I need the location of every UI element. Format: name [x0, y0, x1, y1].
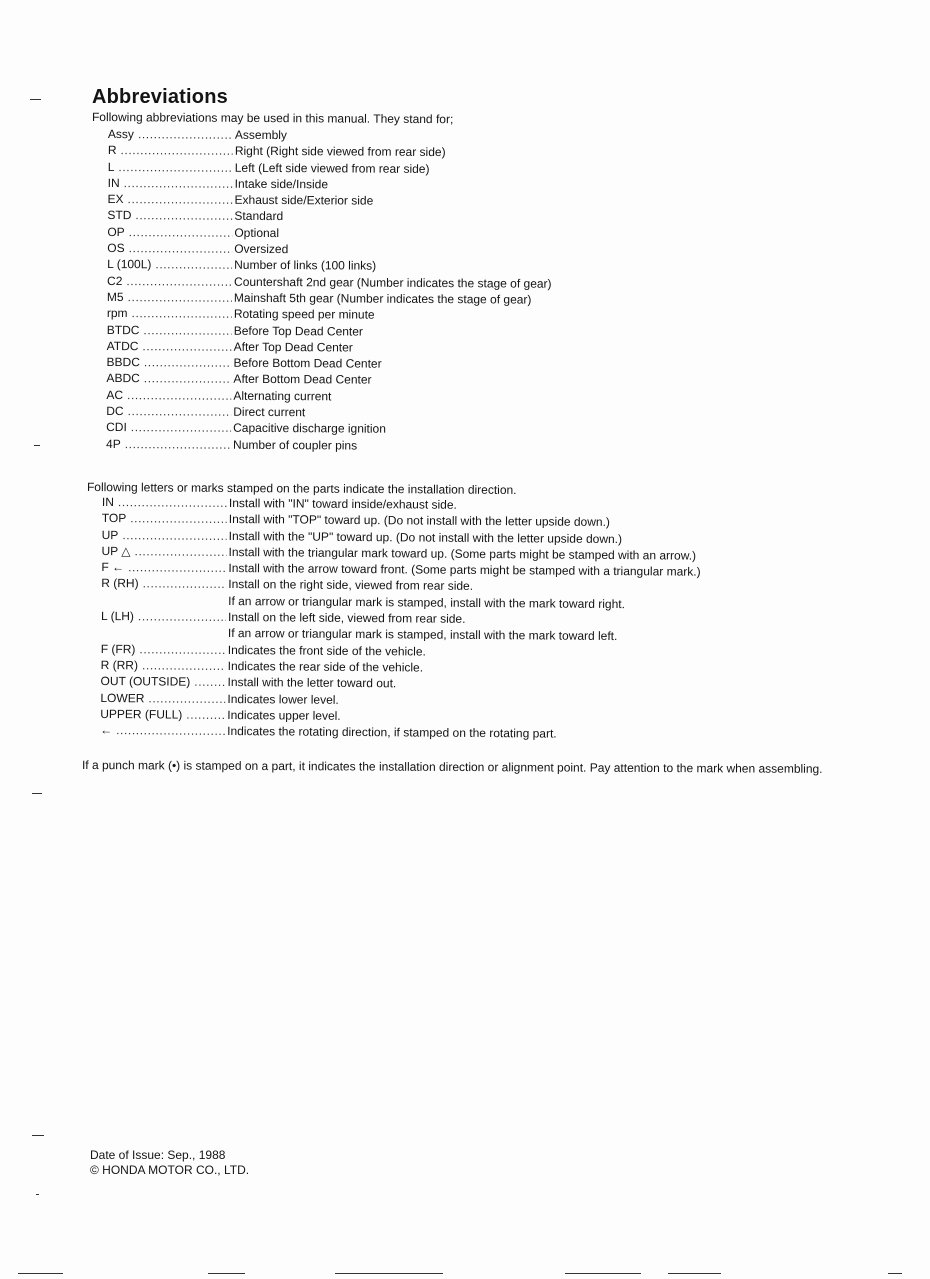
- entry-note: If an arrow or triangular mark is stamped, install with the mark toward right.: [228, 593, 626, 611]
- punch-mark-note: If a punch mark (•) is stamped on a part, it indicates the installation direction or alignment point. Pay attention to the mark when assembling.: [81, 758, 823, 776]
- leader-dots: [182, 706, 225, 723]
- leader-dots: [124, 559, 226, 576]
- leader-dots: [139, 576, 227, 593]
- leader-dots: [125, 224, 233, 241]
- entry-description: Rotating speed per minute: [233, 307, 375, 322]
- entry-description: Indicates the front side of the vehicle.: [227, 642, 426, 659]
- entry-term: 4P .....: [106, 436, 231, 453]
- leader-dots: [114, 159, 232, 176]
- leader-dots: [127, 419, 231, 436]
- entry-description: Indicates upper level.: [227, 707, 341, 723]
- entry-description: Number of links (100 links): [234, 258, 377, 274]
- entry-description: Countershaft 2nd gear (Number indicates the stage of gear): [234, 274, 552, 291]
- leader-dots: [126, 510, 227, 527]
- entry-term: Assy .....: [108, 126, 233, 143]
- entry-term: CDI .....: [106, 419, 231, 436]
- entry-description: After Top Dead Center: [233, 339, 353, 355]
- entry-description: Install with the "UP" toward up. (Do not install with the letter upside down.): [228, 528, 623, 546]
- entry-description: Capacitive discharge ignition: [233, 421, 386, 437]
- entry-term: L (100L) .....: [107, 256, 232, 273]
- entry-description: Install on the right side, viewed from rear side.: [228, 577, 474, 594]
- entry-description: Install on the left side, viewed from rear side.: [227, 610, 466, 626]
- entry-description: Indicates the rotating direction, if stamped on the rotating part.: [227, 724, 557, 741]
- entry-description: Alternating current: [233, 388, 332, 404]
- scan-margin-mark: [30, 99, 41, 100]
- entry-term: ← .....: [100, 722, 225, 739]
- entry-term: L .....: [108, 159, 233, 176]
- entry-description: Right (Right side viewed from rear side): [234, 144, 446, 160]
- entry-description: Number of coupler pins: [233, 437, 358, 453]
- issue-date: Date of Issue: Sep., 1988: [90, 1148, 226, 1162]
- entry-term: UP △ .....: [101, 543, 226, 560]
- leader-dots: [124, 191, 233, 208]
- leader-dots: [139, 322, 231, 339]
- leader-dots: [114, 494, 227, 511]
- entry-term: OUT (OUTSIDE) .....: [100, 673, 225, 690]
- entry-description: Indicates the rear side of the vehicle.: [227, 658, 424, 675]
- leader-dots: [135, 641, 225, 658]
- entry-description: Left (Left side viewed from rear side): [234, 160, 430, 176]
- entry-term: BTDC .....: [107, 322, 232, 339]
- entry-description: Before Top Dead Center: [233, 323, 363, 339]
- leader-dots: [124, 289, 232, 306]
- scan-edge-mark: [18, 1273, 63, 1274]
- entry-term: IN .....: [108, 175, 233, 192]
- scan-margin-mark: [36, 1194, 39, 1195]
- entry-description: Standard: [234, 209, 284, 224]
- leader-dots: [131, 208, 232, 225]
- leader-dots: [125, 240, 233, 257]
- scan-edge-mark: [888, 1273, 902, 1274]
- abbreviation-list: [106, 126, 552, 455]
- leader-dots: [140, 354, 232, 371]
- scan-margin-mark: [32, 793, 42, 794]
- entry-description: Install with the letter toward out.: [227, 675, 397, 691]
- entry-term: STD .....: [107, 207, 232, 224]
- entry-term: IN .....: [102, 494, 227, 511]
- scan-edge-mark: [668, 1273, 721, 1274]
- leader-dots: [138, 338, 231, 355]
- scan-margin-mark: [34, 445, 40, 446]
- entry-term: ABDC .....: [106, 370, 231, 387]
- abbreviations-intro: Following abbreviations may be used in this manual. They stand for;: [91, 110, 454, 127]
- entry-description: Exhaust side/Exterior side: [234, 192, 374, 208]
- entry-term: AC .....: [106, 387, 231, 404]
- entry-term: F ← .....: [101, 559, 226, 576]
- entry-description: After Bottom Dead Center: [233, 372, 372, 388]
- entry-term: DC .....: [106, 403, 231, 420]
- leader-dots: [120, 175, 233, 192]
- leader-dots: [127, 305, 231, 322]
- leader-dots: [122, 273, 232, 290]
- entry-term: rpm .....: [107, 305, 232, 322]
- entry-term: TOP .....: [102, 510, 227, 527]
- issue-footer: [90, 1148, 249, 1178]
- leader-dots: [151, 257, 232, 274]
- scan-edge-mark: [335, 1273, 443, 1274]
- entry-term: C2 .....: [107, 273, 232, 290]
- leader-dots: [134, 126, 233, 143]
- leader-dots: [131, 543, 227, 560]
- marks-intro: Following letters or marks stamped on the parts indicate the installation direction.: [86, 480, 517, 497]
- entry-description: Indicates lower level.: [227, 691, 339, 707]
- entry-term: F (FR) .....: [101, 641, 226, 658]
- leader-dots: [124, 403, 232, 420]
- scan-edge-mark: [208, 1273, 245, 1274]
- installation-mark-entry: [100, 722, 699, 743]
- entry-note: If an arrow or triangular mark is stamped, install with the mark toward left.: [227, 626, 618, 644]
- leader-dots: [116, 142, 232, 159]
- entry-term: R (RH) .....: [101, 575, 226, 592]
- entry-term: OP .....: [107, 224, 232, 241]
- entry-term: ATDC .....: [107, 338, 232, 355]
- entry-term: L (LH) .....: [101, 608, 226, 625]
- entry-term: M5 .....: [107, 289, 232, 306]
- entry-term: R (RR) .....: [101, 657, 226, 674]
- leader-dots: [123, 387, 231, 404]
- entry-description: Direct current: [233, 404, 306, 420]
- entry-description: Install with the arrow toward front. (Some parts might be stamped with a triangular mark.): [228, 561, 701, 579]
- installation-mark-list: [100, 494, 701, 743]
- entry-term: UP .....: [102, 527, 227, 544]
- entry-description: Install with "TOP" toward up. (Do not install with the letter upside down.): [228, 512, 610, 530]
- leader-dots: [121, 436, 231, 453]
- entry-description: Mainshaft 5th gear (Number indicates the stage of gear): [233, 290, 532, 307]
- leader-dots: [118, 527, 226, 544]
- entry-term: EX .....: [108, 191, 233, 208]
- leader-dots: [140, 371, 232, 388]
- copyright: © HONDA MOTOR CO., LTD.: [90, 1163, 250, 1177]
- page-title: Abbreviations: [92, 86, 228, 108]
- entry-term: R .....: [108, 142, 233, 159]
- entry-description: Before Bottom Dead Center: [233, 355, 382, 371]
- entry-term: OS .....: [107, 240, 232, 257]
- entry-description: Install with "IN" toward inside/exhaust side.: [228, 495, 457, 512]
- entry-term: LOWER .....: [100, 690, 225, 707]
- leader-dots: [134, 608, 226, 625]
- entry-description: Optional: [234, 225, 280, 240]
- scan-edge-mark: [565, 1273, 641, 1274]
- scan-margin-mark: [32, 1135, 44, 1136]
- leader-dots: [190, 674, 225, 691]
- leader-dots: [144, 690, 225, 707]
- entry-term: BBDC .....: [107, 354, 232, 371]
- abbreviation-entry: [106, 436, 551, 455]
- entry-description: Oversized: [234, 241, 289, 257]
- entry-description: Install with the triangular mark toward up. (Some parts might be stamped with an arrow.): [228, 544, 697, 563]
- entry-description: Intake side/Inside: [234, 176, 329, 192]
- leader-dots: [138, 657, 226, 674]
- leader-dots: [112, 722, 225, 739]
- entry-description: Assembly: [234, 127, 288, 143]
- entry-term: UPPER (FULL) .....: [100, 706, 225, 723]
